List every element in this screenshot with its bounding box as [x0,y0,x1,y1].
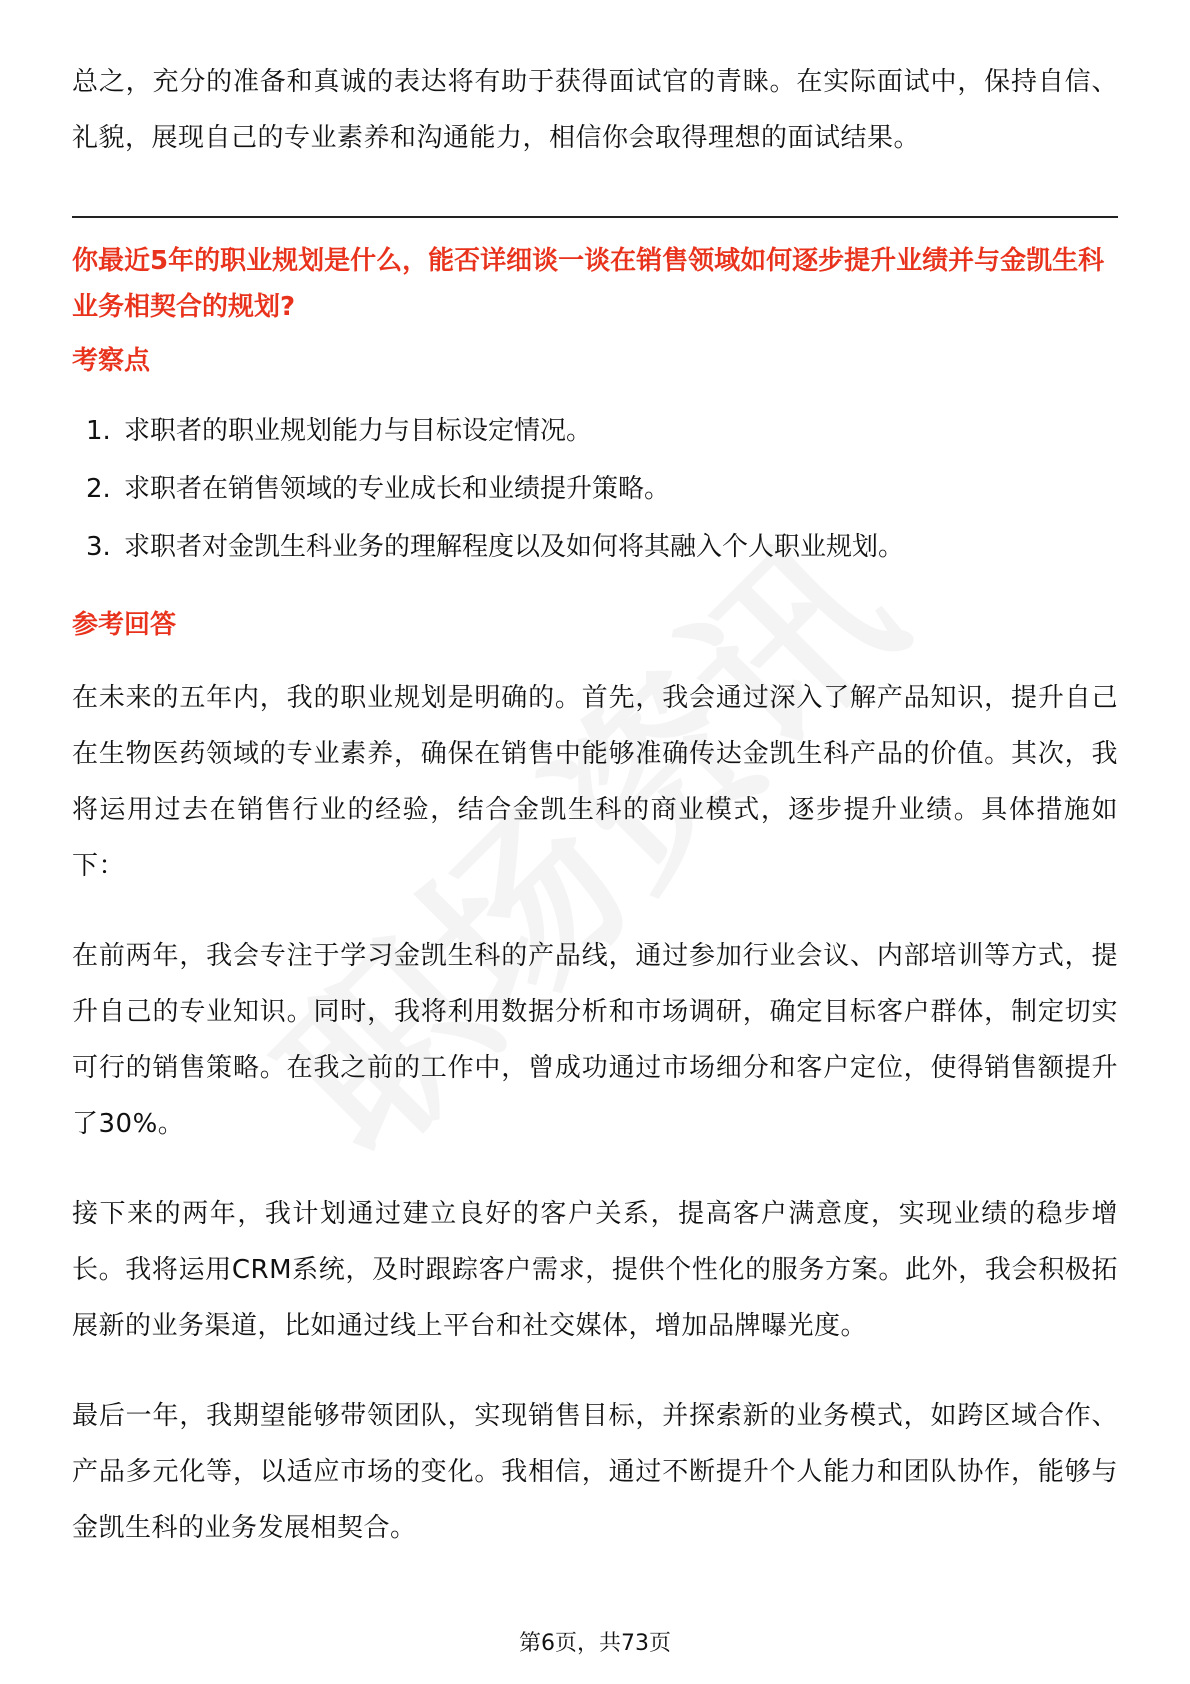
section-divider [72,216,1118,218]
list-item-number: 1. [86,416,111,446]
list-item-text: 求职者对金凯生科业务的理解程度以及如何将其融入个人职业规划。 [124,532,905,562]
answer-paragraph: 接下来的两年，我计划通过建立良好的客户关系，提高客户满意度，实现业绩的稳步增长。我将运用CRM系统，及时跟踪客户需求，提供个性化的服务方案。此外，我会积极拓展新的业务渠道，比如通过线上平台和社交媒体，增加品牌曝光度。 [72,1199,1118,1341]
page-footer: 第6页，共73页 [519,1631,671,1656]
list-item [72,402,1118,460]
list-item-text: 求职者的职业规划能力与目标设定情况。 [124,416,593,446]
points-list [72,402,1118,576]
answer-paragraph: 在前两年，我会专注于学习金凯生科的产品线，通过参加行业会议、内部培训等方式，提升自己的专业知识。同时，我将利用数据分析和市场调研，确定目标客户群体，制定切实可行的销售策略。在我之前的工作中，曾成功通过市场细分和客户定位，使得销售额提升了30%。 [72,941,1118,1139]
list-item-text: 求职者在销售领域的专业成长和业绩提升策略。 [124,474,671,504]
list-item-number: 3. [86,532,111,562]
list-item-number: 2. [86,474,111,504]
document-page [72,0,1118,1684]
list-item [72,518,1118,576]
answer-heading: 参考回答 [72,610,177,640]
intro-paragraph: 总之，充分的准备和真诚的表达将有助于获得面试官的青睐。在实际面试中，保持自信、礼貌，展现自己的专业素养和沟通能力，相信你会取得理想的面试结果。 [72,67,1118,153]
question-heading: 你最近5年的职业规划是什么，能否详细谈一谈在销售领域如何逐步提升业绩并与金凯生科业务相契合的规划? [72,246,1105,322]
answer-paragraph: 最后一年，我期望能够带领团队，实现销售目标，并探索新的业务模式，如跨区域合作、产品多元化等，以适应市场的变化。我相信，通过不断提升个人能力和团队协作，能够与金凯生科的业务发展相契合。 [72,1401,1118,1543]
list-item [72,460,1118,518]
answer-paragraph: 在未来的五年内，我的职业规划是明确的。首先，我会通过深入了解产品知识，提升自己在生物医药领域的专业素养，确保在销售中能够准确传达金凯生科产品的价值。其次，我将运用过去在销售行业的经验，结合金凯生科的商业模式，逐步提升业绩。具体措施如下： [72,683,1118,881]
points-heading: 考察点 [72,346,151,376]
